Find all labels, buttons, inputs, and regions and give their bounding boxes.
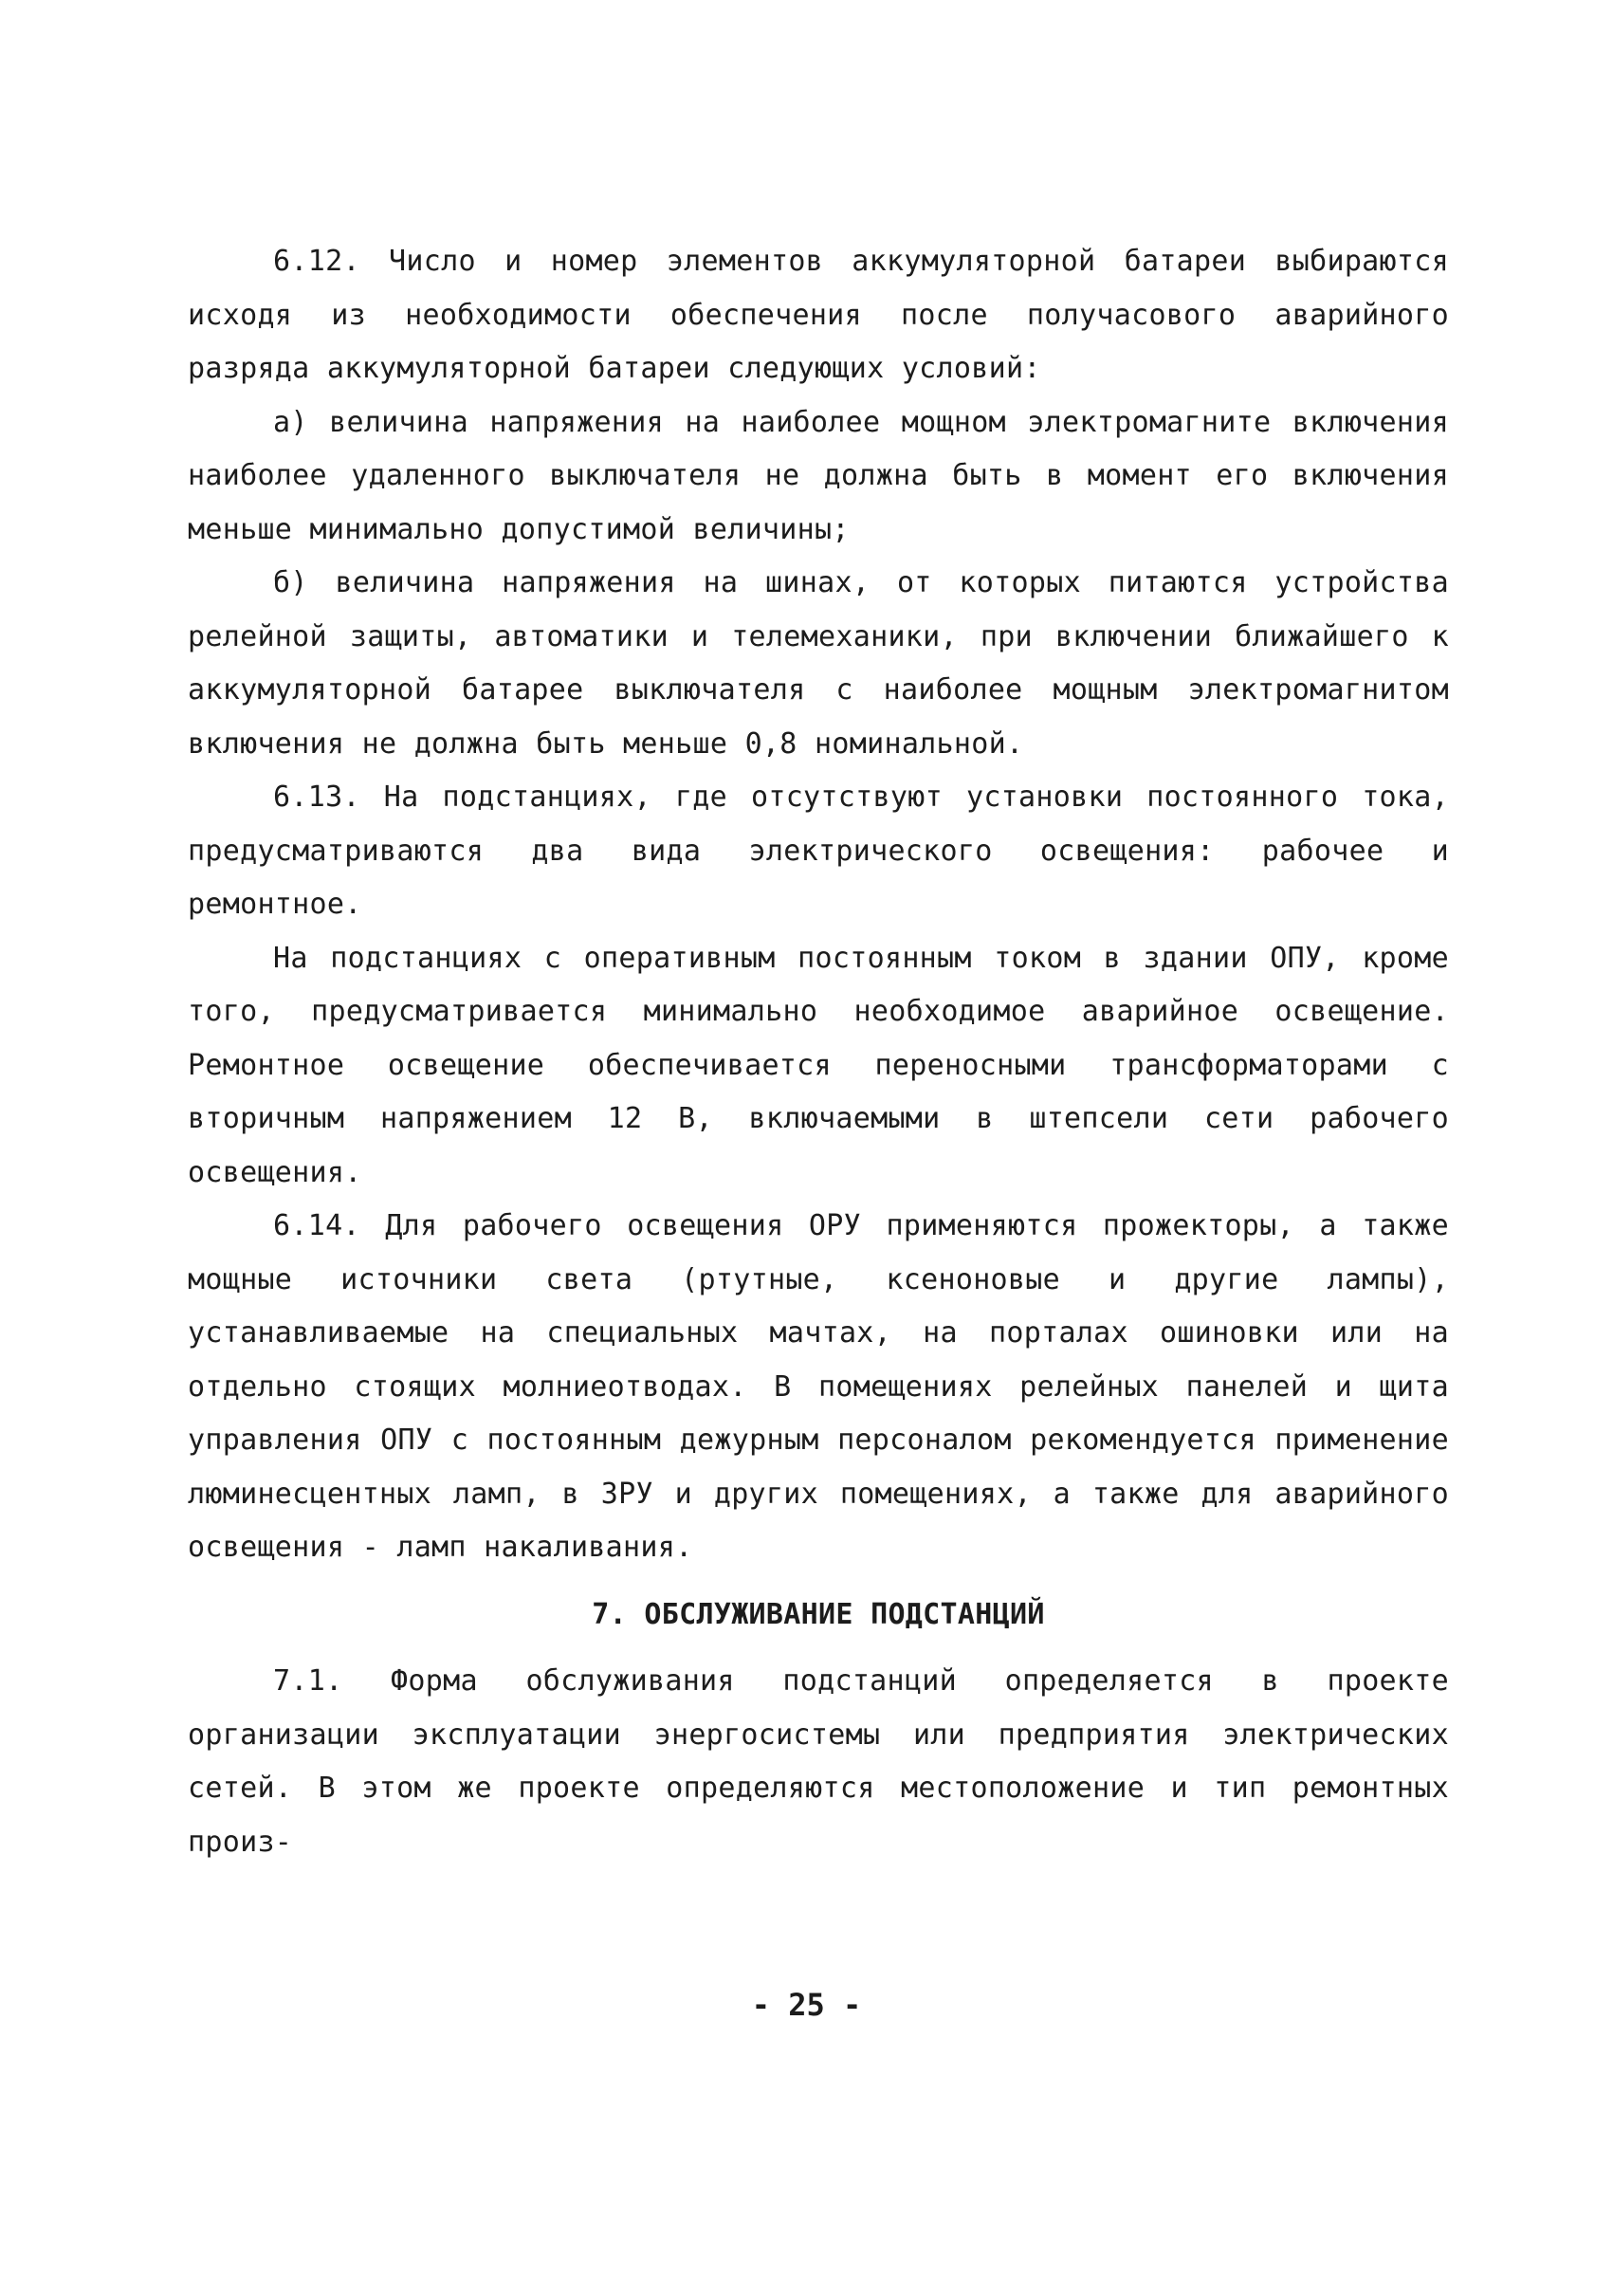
paragraph-7-1: 7.1. Форма обслуживания подстанций определяется в проекте организации эксплуатации энергосистемы или предприятия электрических сетей. В этом же проекте определяются местоположение и тип ремонтных произ- xyxy=(188,1664,1449,1859)
section-gap-2 xyxy=(188,1642,1449,1655)
paragraph-6-12-b: б) величина напряжения на шинах, от которых питаются устройства релейной защиты, автоматики и телемеханики, при включении ближайшего к аккумуляторной батарее выключателя с наиболее мощным электромагнитом включения не должна быть меньше 0,8 номинальной. xyxy=(188,566,1449,761)
document-body xyxy=(188,235,1449,1869)
section-gap xyxy=(188,1575,1449,1589)
section-heading: 7. ОБСЛУЖИВАНИЕ ПОДСТАНЦИЙ xyxy=(592,1597,1045,1631)
paragraph-6-12-a: а) величина напряжения на наиболее мощном электромагните включения наиболее удаленного выключателя не должна быть в момент его включения меньше минимально допустимой величины; xyxy=(188,405,1449,546)
paragraph-6-13: 6.13. На подстанциях, где отсутствуют установки постоянного тока, предусматриваются два вида электрического освещения: рабочее и ремонтное. xyxy=(188,781,1449,921)
paragraph-6-14: 6.14. Для рабочего освещения ОРУ применяются прожекторы, а также мощные источники света (ртутные, ксеноновые и другие лампы), устанавливаемые на специальных мачтах, на порталах ошиновки или на отдельно стоящих молниеотводах. В помещениях релейных панелей и щита управления ОПУ с постоянным дежурным персоналом рекомендуется применение люминесцентных ламп, в ЗРУ и других помещениях, а также для аварийного освещения - ламп накаливания. xyxy=(188,1209,1449,1564)
paragraph-6-12: 6.12. Число и номер элементов аккумуляторной батареи выбираются исходя из необходимости обеспечения после получасового аварийного разряда аккумуляторной батареи следующих условий: xyxy=(188,245,1449,385)
page-number: - 25 - xyxy=(751,1987,862,2023)
paragraph-6-13-cont: На подстанциях с оперативным постоянным током в здании ОПУ, кроме того, предусматривается минимально необходимое аварийное освещение. Ремонтное освещение обеспечивается переносными трансформаторами с вторичным напряжением 12 В, включаемыми в штепсели сети рабочего освещения. xyxy=(188,941,1449,1189)
